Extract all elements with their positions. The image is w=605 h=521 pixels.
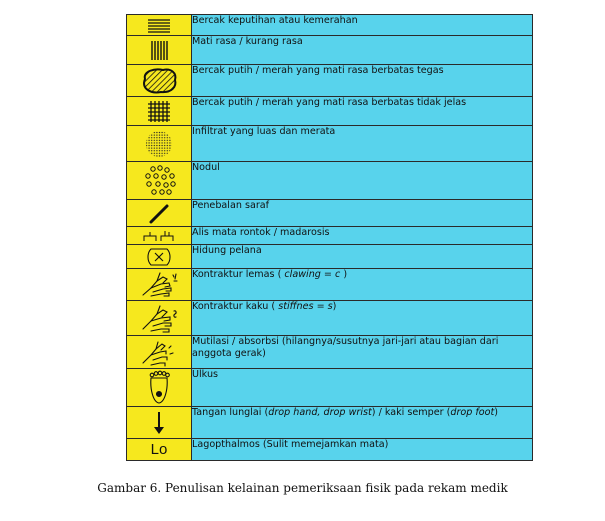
table-row	[127, 336, 533, 369]
hatched-blob-icon	[127, 65, 191, 97]
description-cell: Mati rasa / kurang rasa	[192, 36, 533, 65]
description-cell: Hidung pelana	[192, 245, 533, 269]
table-row	[127, 126, 533, 162]
symbol-cell	[127, 200, 192, 227]
description-cell: Kontraktur kaku ( stiffnes = s)	[192, 301, 533, 336]
vertical-lines-icon	[127, 36, 191, 65]
table-row	[127, 439, 533, 461]
symbol-cell	[127, 369, 192, 407]
symbol-cell	[127, 126, 192, 162]
table-row	[127, 245, 533, 269]
symbol-cell	[127, 245, 192, 269]
claw-hand-icon	[127, 269, 191, 301]
description-cell: Tangan lunglai (drop hand, drop wrist) / kaki semper (drop foot)	[192, 407, 533, 439]
symbol-cell	[127, 227, 192, 245]
description-cell: Nodul	[192, 162, 533, 200]
table-row	[127, 97, 533, 126]
table-row	[127, 15, 533, 36]
symbol-legend-table	[126, 14, 533, 461]
description-cell: Mutilasi / absorbsi (hilangnya/susutnya jari-jari atau bagian dari anggota gerak)	[192, 336, 533, 369]
lo-symbol: Lo	[150, 441, 168, 458]
foot-ulcer-icon	[127, 369, 191, 407]
symbol-cell	[127, 301, 192, 336]
description-cell: Bercak putih / merah yang mati rasa berbatas tidak jelas	[192, 97, 533, 126]
table-row	[127, 407, 533, 439]
description-cell: Lagopthalmos (Sulit memejamkan mata)	[192, 439, 533, 461]
symbol-cell	[127, 162, 192, 200]
table-row	[127, 162, 533, 200]
table-row	[127, 200, 533, 227]
slash-icon	[127, 200, 191, 227]
crosshatch-icon	[127, 97, 191, 126]
description-cell: Kontraktur lemas ( clawing = c )	[192, 269, 533, 301]
table-row	[127, 369, 533, 407]
mutilated-hand-icon	[127, 336, 191, 369]
description-cell: Alis mata rontok / madarosis	[192, 227, 533, 245]
description-cell: Penebalan saraf	[192, 200, 533, 227]
description-cell: Infiltrat yang luas dan merata	[192, 126, 533, 162]
table-row	[127, 65, 533, 97]
description-cell: Bercak putih / merah yang mati rasa berbatas tegas	[192, 65, 533, 97]
circles-icon	[127, 162, 191, 200]
table-row	[127, 269, 533, 301]
symbol-cell	[127, 97, 192, 126]
symbol-cell	[127, 269, 192, 301]
nose-icon	[127, 245, 191, 269]
dotted-area-icon	[127, 126, 191, 162]
down-arrow-icon	[127, 407, 191, 439]
table-row	[127, 36, 533, 65]
symbol-cell	[127, 36, 192, 65]
symbol-cell	[127, 15, 192, 36]
symbol-cell	[127, 439, 192, 461]
horizontal-lines-icon	[127, 15, 191, 36]
description-cell: Bercak keputihan atau kemerahan	[192, 15, 533, 36]
symbol-cell	[127, 65, 192, 97]
stiff-hand-icon	[127, 301, 191, 336]
symbol-cell	[127, 407, 192, 439]
figure-caption: Gambar 6. Penulisan kelainan pemeriksaan fisik pada rekam medik	[97, 481, 508, 495]
table-row	[127, 227, 533, 245]
description-cell: Ulkus	[192, 369, 533, 407]
symbol-cell	[127, 336, 192, 369]
table-row	[127, 301, 533, 336]
eyebrow-icon	[127, 227, 191, 245]
